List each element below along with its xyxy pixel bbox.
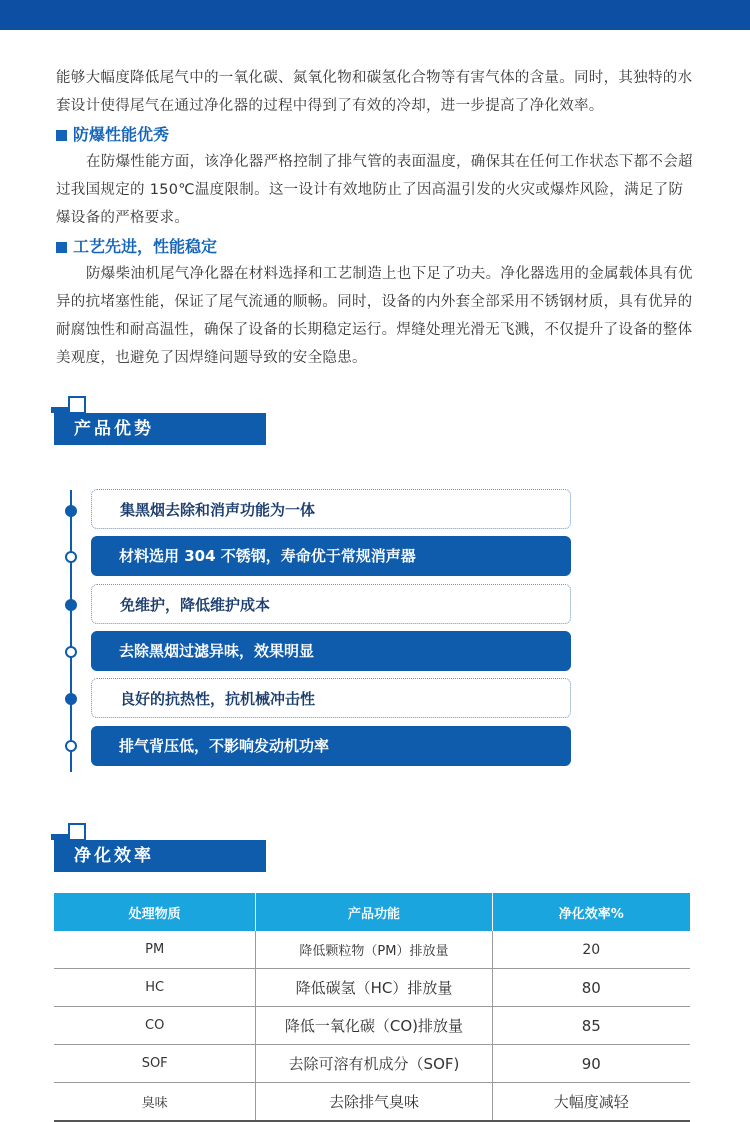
- advantage-item-6: 排气背压低，不影响发动机功率: [91, 726, 571, 766]
- heading-square-icon: [56, 130, 67, 141]
- top-banner-bar: [0, 0, 750, 30]
- cell-efficiency: 90: [492, 1045, 690, 1083]
- cell-function: 降低碳氢（HC）排放量: [256, 969, 492, 1007]
- tag-corner-box-icon: [68, 396, 86, 414]
- craft-paragraph: 防爆柴油机尾气净化器在材料选择和工艺制造上也下足了功夫。净化器选用的金属载体具有优异的抗堵塞性能，保证了尾气流通的顺畅。同时，设备的内外套全部采用不锈钢材质，具有优异的耐腐蚀性和耐高温性，确保了设备的长期稳定运行。焊缝处理光滑无飞溅，不仅提升了设备的整体美观度，也避免了因焊缝问题导致的安全隐患。: [56, 266, 693, 366]
- craft-heading: [56, 234, 696, 260]
- cell-function: 降低颗粒物（PM）排放量: [256, 931, 492, 969]
- advantage-item-3: 免维护，降低维护成本: [91, 584, 571, 624]
- cell-substance: PM: [54, 931, 256, 969]
- table-row: [54, 931, 690, 969]
- cell-function: 降低一氧化碳（CO)排放量: [256, 1007, 492, 1045]
- advantages-section-tag: [54, 413, 266, 445]
- timeline-dot: [65, 693, 77, 705]
- table-row: [54, 1045, 690, 1083]
- timeline-line: [70, 490, 72, 772]
- header-substance: 处理物质: [54, 893, 256, 931]
- efficiency-table: [54, 893, 690, 1122]
- advantage-item-4: 去除黑烟过滤异味，效果明显: [91, 631, 571, 671]
- timeline-dot: [65, 599, 77, 611]
- cell-function: 去除排气臭味: [256, 1083, 492, 1122]
- timeline-dot: [65, 740, 77, 752]
- cell-efficiency: 85: [492, 1007, 690, 1045]
- header-function: 产品功能: [256, 893, 492, 931]
- cell-substance: CO: [54, 1007, 256, 1045]
- table-row: [54, 1007, 690, 1045]
- explosion-proof-heading: [56, 122, 696, 148]
- timeline-dot: [65, 505, 77, 517]
- explosion-proof-paragraph: 在防爆性能方面，该净化器严格控制了排气管的表面温度，确保其在任何工作状态下都不会超过我国规定的 150℃温度限制。这一设计有效地防止了因高温引发的火灾或爆炸风险，满足了防爆设备的严格要求。: [56, 154, 693, 226]
- cell-efficiency: 大幅度减轻: [492, 1083, 690, 1122]
- advantages-title: 产品优势: [74, 419, 154, 439]
- cell-substance: SOF: [54, 1045, 256, 1083]
- header-efficiency: 净化效率%: [492, 893, 690, 931]
- cell-efficiency: 20: [492, 931, 690, 969]
- table-row: [54, 969, 690, 1007]
- advantage-item-2: 材料选用 304 不锈钢，寿命优于常规消声器: [91, 536, 571, 576]
- timeline-dot: [65, 646, 77, 658]
- efficiency-title: 净化效率: [74, 846, 154, 866]
- heading-square-icon: [56, 242, 67, 253]
- table-header-row: [54, 893, 690, 931]
- intro-paragraph-1: 能够大幅度降低尾气中的一氧化碳、氮氧化物和碳氢化合物等有害气体的含量。同时，其独特的水套设计使得尾气在通过净化器的过程中得到了有效的冷却，进一步提高了净化效率。: [56, 70, 693, 114]
- table-row: [54, 1083, 690, 1122]
- advantage-item-5: 良好的抗热性，抗机械冲击性: [91, 678, 571, 718]
- tag-corner-box-icon: [68, 823, 86, 841]
- cell-substance: 臭味: [54, 1083, 256, 1122]
- efficiency-section-tag: [54, 840, 266, 872]
- timeline-dot: [65, 551, 77, 563]
- cell-substance: HC: [54, 969, 256, 1007]
- explosion-proof-heading-text: 防爆性能优秀: [73, 125, 170, 144]
- cell-function: 去除可溶有机成分（SOF): [256, 1045, 492, 1083]
- craft-heading-text: 工艺先进，性能稳定: [73, 237, 218, 256]
- intro-section: [56, 64, 696, 372]
- cell-efficiency: 80: [492, 969, 690, 1007]
- advantage-item-1: 集黑烟去除和消声功能为一体: [91, 489, 571, 529]
